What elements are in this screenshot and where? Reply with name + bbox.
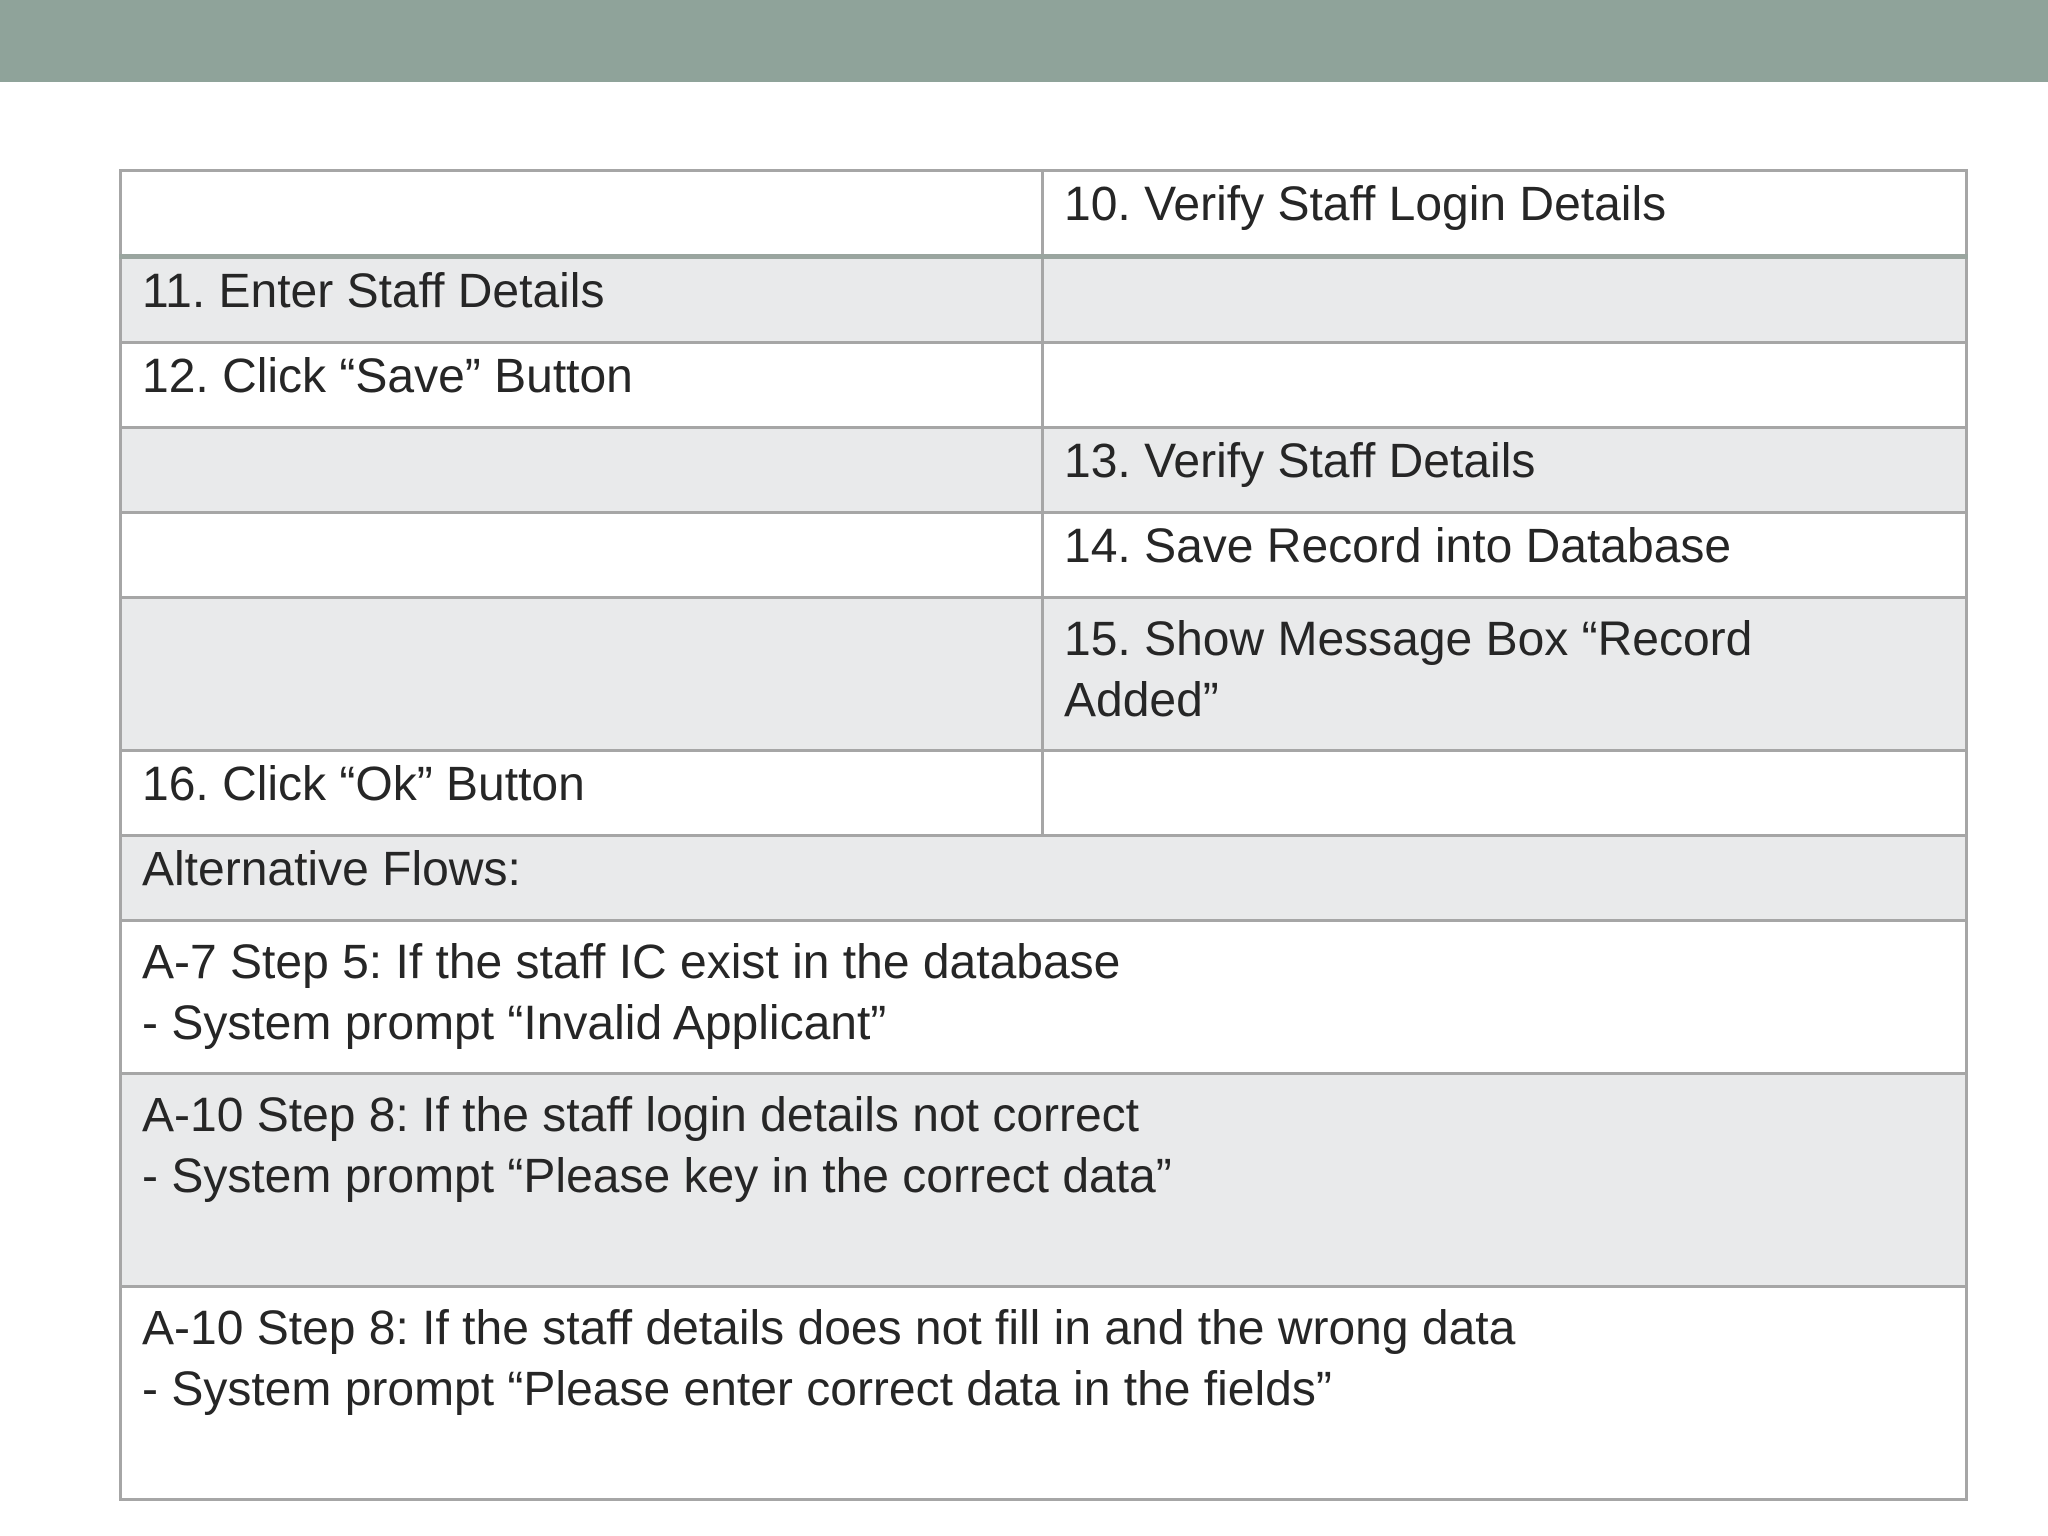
actor-cell	[121, 513, 1043, 598]
table-row	[121, 257, 1967, 343]
flow-condition: A-10 Step 8: If the staff details does not fill in and the wrong data	[142, 1302, 1516, 1355]
system-cell	[1043, 257, 1967, 343]
alternative-flow-row	[121, 1074, 1967, 1287]
cell-line: 15. Show Message Box “Record	[1064, 613, 1753, 666]
cell-line: Added”	[1064, 674, 1219, 727]
alternative-flow-cell	[121, 921, 1967, 1074]
table-row	[121, 513, 1967, 598]
actor-cell: 12. Click “Save” Button	[121, 343, 1043, 428]
actor-cell: 16. Click “Ok” Button	[121, 751, 1043, 836]
title-bar	[0, 0, 2048, 82]
alternative-flow-cell	[121, 1287, 1967, 1500]
alternative-flow-row	[121, 1287, 1967, 1500]
use-case-flow-table	[119, 169, 1968, 1501]
system-cell	[1043, 751, 1967, 836]
table-row	[121, 598, 1967, 751]
actor-cell: 11. Enter Staff Details	[121, 257, 1043, 343]
actor-cell	[121, 171, 1043, 257]
system-cell	[1043, 598, 1967, 751]
table-row	[121, 751, 1967, 836]
alternative-flow-cell	[121, 1074, 1967, 1287]
actor-cell	[121, 598, 1043, 751]
system-cell: 13. Verify Staff Details	[1043, 428, 1967, 513]
system-cell	[1043, 343, 1967, 428]
alternative-flows-heading: Alternative Flows:	[121, 836, 1967, 921]
table-row	[121, 343, 1967, 428]
flow-prompt: - System prompt “Please key in the correct data”	[142, 1150, 1172, 1203]
flow-prompt: - System prompt “Please enter correct data in the fields”	[142, 1363, 1332, 1416]
system-cell: 14. Save Record into Database	[1043, 513, 1967, 598]
table-row	[121, 836, 1967, 921]
flow-prompt: - System prompt “Invalid Applicant”	[142, 997, 887, 1050]
flow-condition: A-7 Step 5: If the staff IC exist in the database	[142, 936, 1121, 989]
actor-cell	[121, 428, 1043, 513]
alternative-flow-row	[121, 921, 1967, 1074]
table-row	[121, 171, 1967, 257]
system-cell: 10. Verify Staff Login Details	[1043, 171, 1967, 257]
table-row	[121, 428, 1967, 513]
flow-condition: A-10 Step 8: If the staff login details not correct	[142, 1089, 1140, 1142]
